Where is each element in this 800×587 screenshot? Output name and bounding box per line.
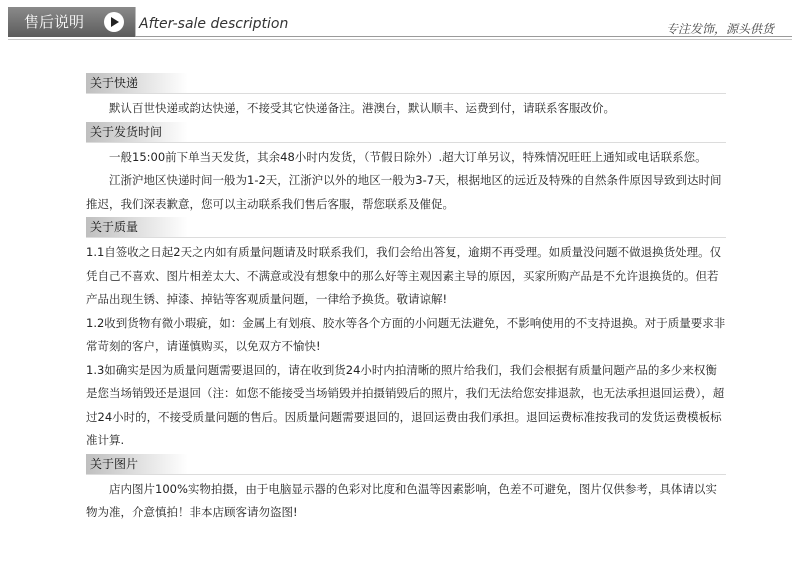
section-paragraph: 1.3如确实是因为质量问题需要退回的，请在收到货24小时内拍清晰的照片给我们，我们会根据有质量问题产品的多少来权衡是您当场销毁还是退回（注：如您不能接受当场销毁并拍摄销毁后的照片，我们无法给您安排退款，也无法承担退回运费），超过24小时的，不接受质量问题的售后。因质量问题需要退回的，退回运费由我们承担。退回运费标准按我司的发货运费模板标准计算. — [86, 362, 725, 447]
header-title-box — [8, 7, 135, 37]
section-rule — [86, 474, 726, 475]
header-subtitle: After-sale description — [139, 16, 289, 32]
section-paragraph: 默认百世快递或韵达快递，不接受其它快递备注。港澳台，默认顺丰、运费到付，请联系客服改价。 — [109, 101, 615, 115]
section-paragraph: 1.2收到货物有微小瑕疵，如：金属上有划痕、胶水等各个方面的小问题无法避免，不影响使用的不支持退换。对于质量要求非常苛刻的客户，请谨慎购买，以免双方不愉快! — [86, 315, 726, 353]
page-header — [0, 0, 800, 46]
header-rule-lower — [8, 39, 792, 40]
description-content — [86, 72, 726, 525]
section-rule — [86, 142, 726, 143]
section-paragraph: 一般15:00前下单当天发货，其余48小时内发货，（节假日除外）.超大订单另议，特殊情况旺旺上通知或电话联系您。 — [109, 149, 707, 164]
section-express — [86, 73, 726, 121]
section-quality — [86, 217, 726, 453]
section-title: 关于发货时间 — [86, 122, 188, 142]
section-rule — [86, 237, 726, 238]
section-paragraph: 店内图片100%实物拍摄，由于电脑显示器的色彩对比度和色温等因素影响，色差不可避免，图片仅供参考，具体请以实物为准，介意慎拍！非本店顾客请勿盗图! — [86, 481, 717, 519]
section-paragraph: 江浙沪地区快递时间一般为1-2天，江浙沪以外的地区一般为3-7天，根据地区的远近及特殊的自然条件原因导致到达时间推迟，我们深表歉意，您可以主动联系我们售后客服，帮您联系及催促。 — [86, 173, 722, 211]
play-icon — [104, 12, 124, 32]
section-shipping-time — [86, 122, 726, 217]
section-paragraph: 1.1自签收之日起2天之内如有质量问题请及时联系我们，我们会给出答复，逾期不再受理。如质量没问题不做退换货处理。仅凭自己不喜欢、图片相差太大、不满意或没有想象中的那么好等主观因素主导的原因，买家所购产品是不允许退换货的。但若产品出现生锈、掉漆、掉钻等客观质量问题，一律给予换货。敬请谅解! — [86, 245, 722, 306]
header-slogan: 专注发饰，源头供货 — [665, 22, 774, 36]
section-rule — [86, 93, 726, 94]
header-divider — [135, 7, 136, 37]
section-pictures — [86, 454, 726, 525]
header-rule — [135, 36, 792, 37]
section-title: 关于快递 — [86, 73, 188, 93]
section-title: 关于质量 — [86, 217, 188, 237]
section-title: 关于图片 — [86, 454, 188, 474]
header-title: 售后说明 — [24, 13, 85, 31]
